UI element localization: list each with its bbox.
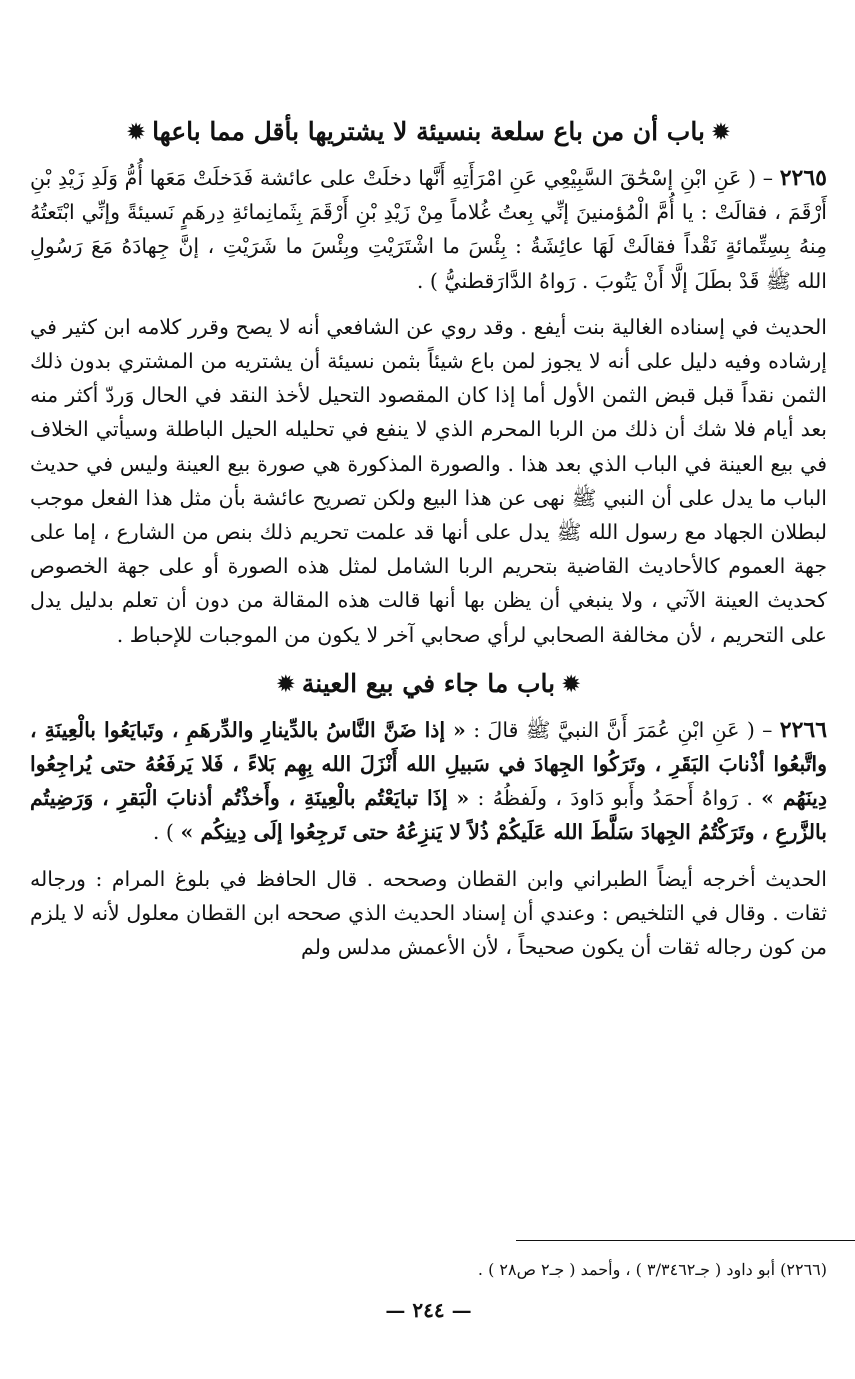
hadith-quote: « إذَا تبايَعْتُم بالْعِينَةِ ، وأَخذْتُم أذنابَ الْبَقرِ ، وَرَضِيتُم بالزَّرعِ ، وتَرَكْتُمُ الجِهادَ سَلَّطَ الله عَلَيكُمْ ذُلاً لا يَنزِعُهُ حتى تَرجِعُوا إلَى دِينِكُم »	[30, 786, 827, 845]
star-ornament-icon: ✹	[275, 669, 296, 698]
star-ornament-icon: ✹	[125, 118, 147, 146]
star-ornament-icon: ✹	[561, 669, 582, 698]
section-title: باب ما جاء في بيع العينة	[301, 668, 556, 698]
hadith-text: عَنِ ابْنِ إسْحَٰقَ السَّبِيْعِي عَنِ امْرَأَتِهِ أَنَّها دخلَتْ على عائشة فَدَخلَتْ مَعَها أُمُّ وَلَدِ زَيْدِ بْنِ أَرْقَمَ ، فقالَتْ : يا أُمَّ الْمُؤمنينَ إنِّي بِعتُ غُلاماً مِنْ زَيْدِ بْنِ أَرْقَمَ بِثَمانِمائةِ دِرهَمٍ نَسيئةً وإنِّي ابْتَعتُهُ مِنهُ بِسِتِّمائةٍ نَقْداً فقالَتْ لَهَا عائِشَةُ : بِئْسَ ما اشْتَرَيْتِ وبِئْسَ ما شَرَيْتِ ، إنَّ جِهادَهُ مَعَ رَسُولِ الله ﷺ قَدْ بطَلَ إلَّا أَنْ يَتُوبَ . رَواهُ الدَّارَقطنيُّ ) .	[30, 166, 827, 293]
hadith-2266	[30, 713, 827, 850]
footnote: (٢٢٦٦) أبو داود ( جـ٣/٣٤٦٢ ) ، وأحمد ( جـ٢ ص٢٨ ) .	[477, 1260, 827, 1279]
hadith-number: ٢٢٦٥	[779, 165, 827, 191]
commentary-2266: الحديث أخرجه أيضاً الطبراني وابن القطان وصححه . قال الحافظ في بلوغ المرام : ورجاله ثقات . وقال في التلخيص : وعندي أن إسناد الحديث الذي صححه ابن القطان معلول لأنه لا يلزم من كون رجاله ثقات أن يكون صحيحاً ، لأن الأعمش مدلس ولم	[30, 866, 827, 960]
hadith-prefix: – (	[739, 717, 780, 742]
section-heading-nasiah	[30, 112, 827, 152]
hadith-2265	[30, 161, 827, 298]
footnote-divider	[516, 1240, 855, 1241]
hadith-quote: « إذا ضَنَّ النَّاسُ بالدِّينارِ والدِّرهَمِ ، وتَبايَعُوا بالْعِينَةِ ، واتَّبعُوا أذْنابَ البَقَرِ ، وتَرَكُوا الجِهادَ في سَبيلِ الله أَنْزَلَ الله بِهِم بَلاءً ، فَلا يَرفَعُهُ حتى يُراجِعُوا دِينَهُم »	[30, 717, 828, 811]
hadith-closing: ) .	[152, 820, 181, 845]
hadith-attribution: . رَواهُ أَحمَدُ وأَبو دَاودَ ، ولَفظُهُ :	[469, 786, 762, 811]
hadith-prefix: – (	[741, 166, 780, 190]
page-body	[30, 112, 827, 1359]
star-ornament-icon: ✹	[710, 118, 732, 146]
page-number: — ٢٤٤ —	[385, 1298, 472, 1322]
commentary-2265: الحديث في إسناده الغالية بنت أيفع . وقد روي عن الشافعي أنه لا يصح وقرر كلامه ابن كثير في إرشاده وفيه دليل على أنه لا يجوز لمن باع شيئاً بثمن نسيئة أن يشتريه من المشتري بدون ذلك الثمن نقداً قبل قبض الثمن الأول أما إذا كان المقصود التحيل لأخذ النقد في الحال وَردّ أكثر منه بعد أيام فلا شك أن ذلك من الربا المحرم الذي لا ينفع في تحليله الحيل الباطلة وسيأتي الخلاف في بيع العينة في الباب الذي بعد هذا . والصورة المذكورة هي صورة بيع العينة وليس في حديث الباب ما يدل على أن النبي ﷺ نهى عن هذا البيع ولكن تصريح عائشة بأن مثل هذا الفعل موجب لبطلان الجهاد مع رسول الله ﷺ يدل على أنها قد علمت تحريم ذلك بنص من الشارع ، إما على جهة العموم كالأحاديث القاضية بتحريم الربا الشامل لمثل هذه الصورة أو على جهة الخصوص كحديث العينة الآتي ، ولا ينبغي أن يظن بها أنها قالت هذه المقالة من دون أن تعلم بدليل يدل على التحريم ، لأن مخالفة الصحابي لرأي صحابي آخر لا يكون من الموجبات للإحباط .	[30, 314, 827, 647]
section-title: باب أن من باع سلعة بنسيئة لا يشتريها بأقل مما باعها	[152, 117, 705, 146]
hadith-intro: عَنِ ابْنِ عُمَرَ أَنَّ النبيَّ ﷺ قالَ :	[465, 717, 740, 742]
hadith-number: ٢٢٦٦	[779, 716, 828, 743]
section-heading-inah	[30, 664, 827, 704]
